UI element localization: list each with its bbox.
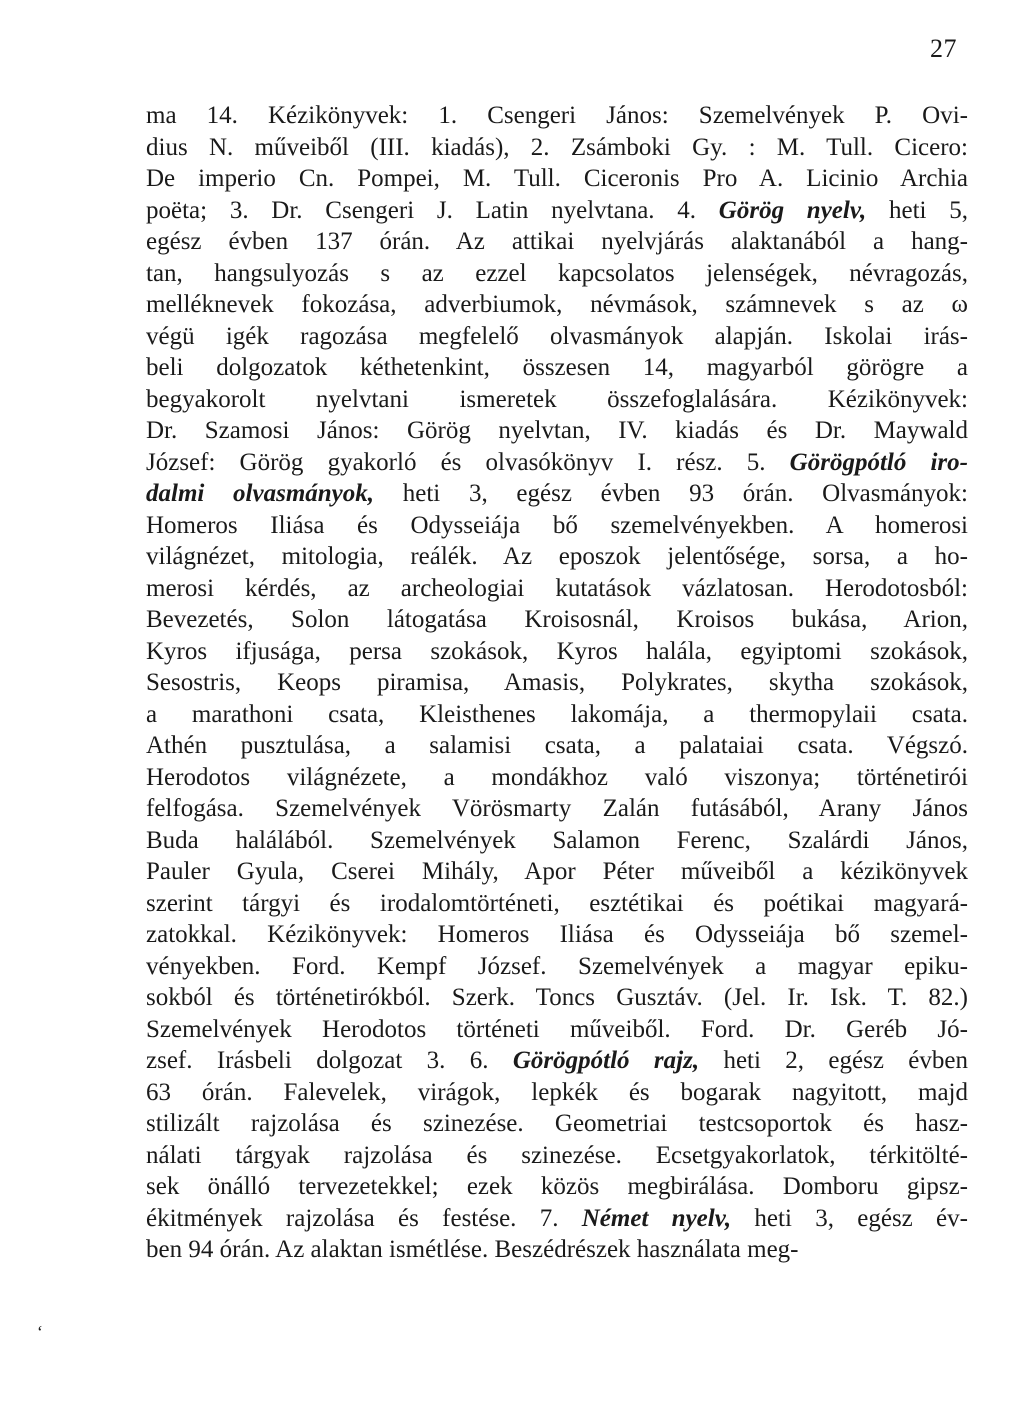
text-run: Dr. Szamosi János: Görög nyelvtan, IV. kiadás és Dr. Maywald [146,417,968,444]
text-line [146,699,968,731]
text-run: tan, hangsulyozás s az ezzel kapcsolatos jelenségek, névragozás, [146,259,968,287]
text-run: begyakorolt nyelvtani ismeretek összefoglalására. Kézikönyvek: [146,385,968,413]
text-line [146,100,968,132]
text-line [146,226,968,258]
text-line [146,793,968,825]
text-line [146,1014,968,1046]
text-run: világnézet, mitologia, reálék. Az eposzok jelentősége, sorsa, a ho- [146,543,968,570]
subject-heading: dalmi olvasmányok, [146,480,375,507]
text-run: sek önálló tervezetekkel; ezek közös megbirálása. Domboru gipsz- [146,1173,968,1200]
text-run: végü igék ragozása megfelelő olvasmányok alapján. Iskolai irás- [146,322,968,350]
text-line [146,888,968,920]
text-line [146,415,968,447]
subject-heading: Görög nyelv, [718,196,867,224]
text-run: ma 14. Kézikönyvek: 1. Csengeri János: Szemelvények P. Ovi- [146,102,968,129]
body-text [146,100,968,1266]
subject-heading: Görögpótló rajz, [512,1047,700,1074]
text-run: melléknevek fokozása, adverbiumok, névmások, számnevek s az ω [146,291,968,318]
text-run: Buda halálából. Szemelvények Salamon Ferenc, Szalárdi János, [146,826,968,854]
text-run: zsef. Irásbeli dolgozat 3. 6. [146,1047,513,1074]
text-run: vényekben. Ford. Kempf József. Szemelvények a magyar epiku- [146,952,968,980]
text-run: stilizált rajzolása és szinezése. Geometriai testcsoportok és hasz- [146,1110,968,1137]
text-line [146,447,968,479]
text-line [146,1077,968,1109]
text-line [146,1171,968,1203]
text-run: Bevezetés, Solon látogatása Kroisosnál, Kroisos bukása, Arion, [146,606,968,633]
text-line [146,132,968,164]
text-run: sokból és történetirókból. Szerk. Toncs Gusztáv. (Jel. Ir. Isk. T. 82.) [146,984,968,1011]
text-run: Szemelvények Herodotos történeti műveiből. Ford. Dr. Geréb Jó- [146,1015,968,1043]
text-line [146,258,968,290]
text-line [146,573,968,605]
text-run: De imperio Cn. Pompei, M. Tull. Ciceronis Pro A. Licinio Archia [146,165,968,192]
text-line [146,1203,968,1235]
text-run: heti 5, [866,196,968,224]
text-line [146,163,968,195]
text-line [146,1234,968,1266]
text-line [146,289,968,321]
text-line [146,321,968,353]
text-run: ékitmények rajzolása és festése. 7. [146,1204,582,1232]
subject-heading: Görögpótló iro- [789,448,968,476]
text-line [146,919,968,951]
text-line [146,951,968,983]
text-line [146,982,968,1014]
text-line [146,541,968,573]
text-run: merosi kérdés, az archeologiai kutatások vázlatosan. Herodotosból: [146,574,968,602]
subject-heading: Német nyelv, [581,1204,732,1232]
text-line [146,1045,968,1077]
text-run: felfogása. Szemelvények Vörösmarty Zalán futásából, Arany János [146,795,968,822]
text-run: József: Görög gyakorló és olvasókönyv I. rész. 5. [146,448,790,476]
text-run: ben 94 órán. Az alaktan ismétlése. Beszédrészek használata meg- [146,1236,799,1263]
text-line [146,195,968,227]
text-run: egész évben 137 órán. Az attikai nyelvjárás alaktanából a hang- [146,228,968,255]
text-line [146,730,968,762]
text-line [146,1140,968,1172]
text-run: heti 3, egész év- [731,1204,968,1232]
text-run: dius N. műveiből (III. kiadás), 2. Zsámboki Gy. : M. Tull. Cicero: [146,133,968,161]
text-line [146,825,968,857]
text-run: heti 3, egész évben 93 órán. Olvasmányok: [374,480,968,507]
text-run: zatokkal. Kézikönyvek: Homeros Iliása és Odysseiája bő szemel- [146,921,968,948]
text-run: szerint tárgyi és irodalomtörténeti, esztétikai és poétikai magyará- [146,889,968,917]
margin-mark: ʻ [36,1322,42,1342]
text-run: 63 órán. Falevelek, virágok, lepkék és bogarak nagyitott, majd [146,1078,968,1106]
text-run: a marathoni csata, Kleisthenes lakomája, a thermopylaii csata. [146,700,968,728]
text-line [146,604,968,636]
text-line [146,352,968,384]
text-line [146,478,968,510]
text-line [146,636,968,668]
text-line [146,1108,968,1140]
text-line [146,384,968,416]
text-run: nálati tárgyak rajzolása és szinezése. Ecsetgyakorlatok, térkitölté- [146,1141,968,1169]
text-line [146,856,968,888]
text-line [146,667,968,699]
text-run: Kyros ifjusága, persa szokások, Kyros halála, egyiptomi szokások, [146,637,968,665]
text-run: poëta; 3. Dr. Csengeri J. Latin nyelvtana. 4. [146,196,719,224]
text-run: Sesostris, Keops piramisa, Amasis, Polykrates, skytha szokások, [146,669,968,696]
text-run: Athén pusztulása, a salamisi csata, a palataiai csata. Végszó. [146,732,968,759]
text-run: Homeros Iliása és Odysseiája bő szemelvényekben. A homerosi [146,511,968,539]
page-number: 27 [930,34,957,63]
text-run: heti 2, egész évben [699,1047,968,1074]
text-run: Pauler Gyula, Cserei Mihály, Apor Péter műveiből a kézikönyvek [146,858,968,885]
text-run: Herodotos világnézete, a mondákhoz való viszonya; történetirói [146,763,968,791]
text-line [146,762,968,794]
text-run: beli dolgozatok kéthetenkint, összesen 14, magyarból görögre a [146,354,968,381]
text-line [146,510,968,542]
